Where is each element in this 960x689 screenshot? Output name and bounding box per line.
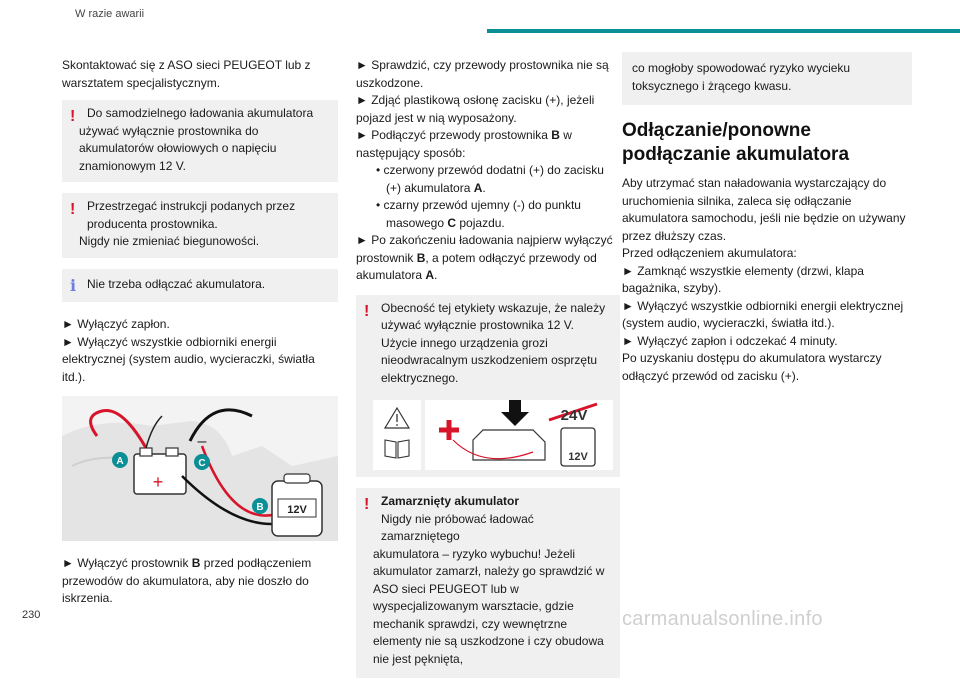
- text-span: .: [482, 180, 486, 195]
- note-text: Nie trzeba odłączać akumulatora.: [87, 276, 266, 291]
- label-c: C: [198, 458, 206, 469]
- step-remove-cover: ► Zdjąć plastikową osłonę zacisku (+), jeżeli pojazd jest w nią wyposażony.: [356, 93, 595, 125]
- text-span: ► Wyłączyć prostownik: [62, 556, 192, 570]
- charger-label-illustration: [373, 400, 612, 470]
- note-title: Zamarznięty akumulator: [381, 494, 520, 508]
- note-line: Obecność tej etykiety wskazuje, że należy: [381, 300, 606, 315]
- note-text: używać wyłącznie prostownika 12 V. Użycie innego urządzenia grozi nieodwracalnym uszkodzeniem osprzętu elektrycznego.: [381, 318, 598, 385]
- charger-12v-label: 12V: [287, 504, 307, 516]
- ref-b: B: [551, 128, 560, 142]
- ref-a: A: [473, 180, 483, 195]
- battery-charger-drawing: [62, 396, 338, 541]
- warning-exclamation-icon: !: [70, 108, 76, 125]
- info-note: [62, 269, 338, 303]
- section-title: W razie awarii: [75, 8, 145, 20]
- note-line: Przestrzegać instrukcji podanych przez: [87, 199, 296, 213]
- step-close-elements: ► Zamknąć wszystkie elementy (drzwi, klapa bagażnika, szyby).: [622, 263, 864, 295]
- ref-b: B: [416, 250, 426, 265]
- label-b: B: [256, 502, 264, 513]
- warning-note-polarity: [62, 193, 338, 258]
- label-a: A: [116, 456, 124, 467]
- substep-black-cable: [370, 197, 620, 232]
- text-span: ► Po zakończeniu ładowania najpierw wyłączyć prostownik: [356, 233, 613, 265]
- warning-note-label: [356, 295, 620, 478]
- paragraph: Po uzyskaniu dostępu do akumulatora wystarczy odłączyć przewód od zacisku (+).: [622, 351, 882, 383]
- warning-note-frozen: [356, 488, 620, 678]
- step-wait: ► Wyłączyć zapłon i odczekać 4 minuty.: [622, 333, 838, 348]
- substep-red-cable: [370, 162, 620, 197]
- plus-sign: +: [152, 472, 164, 492]
- text-span: pojazdu.: [456, 215, 505, 230]
- text-span: • czerwony przewód dodatni (+) do zacisku (+) akumulatora: [376, 163, 604, 195]
- note-text: co mogłoby spowodować ryzyko wycieku toksycznego i żrącego kwasu.: [632, 61, 851, 93]
- minus-sign: –: [197, 433, 207, 450]
- label-24v: 24V: [560, 407, 588, 424]
- step-finish-charging: [356, 232, 620, 285]
- text-span: w następujący sposób:: [356, 128, 572, 160]
- step-consumers-off: ► Wyłączyć wszystkie odbiorniki energii elektrycznej (system audio, wycieraczki, światła itd.).: [622, 298, 904, 330]
- ref-b: B: [191, 556, 201, 570]
- continued-note: [622, 52, 912, 105]
- note-text: używać wyłącznie prostownika do akumulatorów ołowiowych o napięciu znamionowym 12 V.: [79, 123, 277, 173]
- section-heading: Odłączanie/ponowne podłączanie akumulatora: [622, 120, 850, 165]
- paragraph: Przed odłączeniem akumulatora:: [622, 246, 797, 260]
- note-line: Do samodzielnego ładowania akumulatora: [87, 106, 314, 120]
- column-2: [356, 57, 620, 689]
- text-span: • czarny przewód ujemny (-) do punktu masowego: [376, 198, 581, 230]
- warning-exclamation-icon: !: [70, 201, 76, 218]
- warning-note-charging: [62, 100, 338, 182]
- watermark: carmanualsonline.info: [622, 608, 823, 630]
- ref-a: A: [425, 268, 435, 282]
- note-line: Nigdy nie próbować ładować zamarzniętego: [381, 511, 534, 543]
- note-line: producenta prostownika.: [87, 216, 218, 231]
- ref-c: C: [447, 215, 457, 230]
- column-1: [62, 57, 338, 608]
- note-text: akumulatora – ryzyko wybuchu! Jeżeli akumulator zamarzł, należy go sprawdzić w ASO sieci PEUGEOT lub w wyspecjalizowanym warsztacie, gdzie mechanik sprawdzi, czy wewnętrzne elementy nie są uszkodzone i czy obudowa nie jest pęknięta,: [373, 546, 605, 666]
- header-accent-bar: [487, 29, 960, 33]
- step-ignition-off: ► Wyłączyć zapłon.: [62, 317, 170, 331]
- column-3: [622, 52, 912, 385]
- text-span: ► Podłączyć przewody prostownika: [356, 128, 552, 142]
- intro-text: Skontaktować się z ASO sieci PEUGEOT lub z warsztatem specjalistycznym.: [62, 58, 311, 90]
- warning-exclamation-icon: !: [364, 302, 370, 320]
- info-icon: i: [70, 275, 77, 295]
- text-span: przed podłączeniem przewodów do akumulatora, aby nie doszło do iskrzenia.: [62, 556, 312, 605]
- step-consumers-off: ► Wyłączyć wszystkie odbiorniki energii elektrycznej (system audio, wycieraczki, światła itd.).: [62, 334, 315, 384]
- step-charger-off: [62, 555, 338, 608]
- warning-exclamation-icon: !: [364, 496, 370, 513]
- note-text: Nigdy nie zmieniać biegunowości.: [79, 234, 260, 248]
- step-connect-charger: [356, 127, 620, 162]
- paragraph: Aby utrzymać stan naładowania wystarczający do uruchomienia silnika, zaleca się odłączanie akumulatora samochodu, jeśli nie będzie on używany przez dłuższy czas.: [622, 176, 906, 243]
- text-span: , a potem odłączyć przewody od akumulatora: [356, 250, 597, 282]
- step-check-cables: ► Sprawdzić, czy przewody prostownika nie są uszkodzone.: [356, 58, 609, 90]
- label-12v: 12V: [568, 451, 588, 463]
- page-number: 230: [22, 609, 41, 621]
- label-drawing: [373, 400, 613, 470]
- battery-charging-illustration: [62, 396, 338, 541]
- text-span: .: [434, 268, 438, 282]
